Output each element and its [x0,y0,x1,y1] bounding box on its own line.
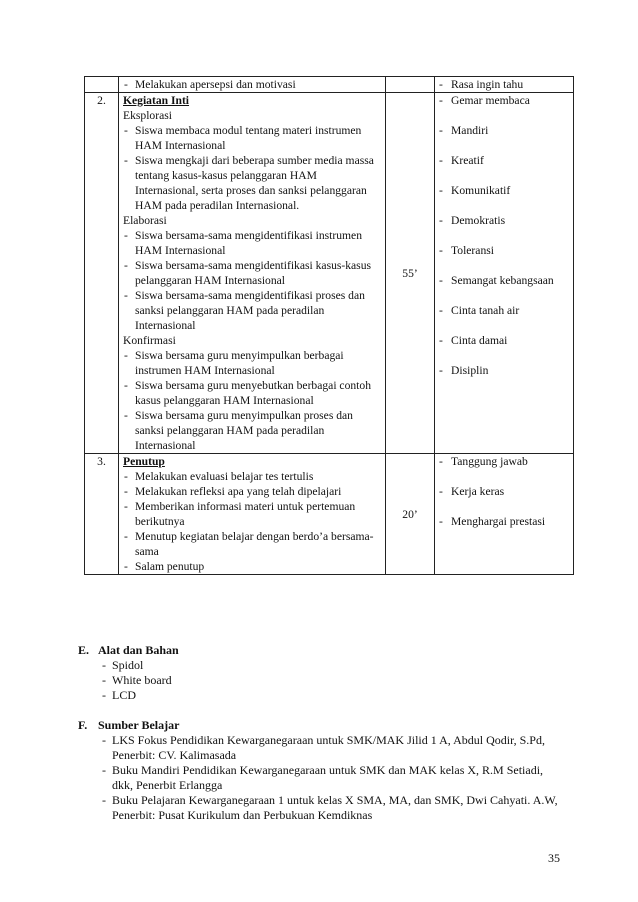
sources-list [78,733,558,823]
activity-item: - Siswa bersama guru menyimpulkan proses dan sanksi pelanggaran HAM pada peradilan Internasional [123,408,381,453]
list-item: - LCD [100,688,179,703]
character-item: - Rasa ingin tahu [439,77,569,92]
list-item: - Buku Pelajaran Kewarganegaraan 1 untuk kelas X SMA, MA, dan SMK, Dwi Cahyati. A.W, Penerbit: Pusat Kurikulum dan Perbukuan Kemdiknas [100,793,558,823]
time-cell: 20’ [386,454,435,575]
character-item: - Tanggung jawab [439,454,569,469]
list-item: - LKS Fokus Pendidikan Kewarganegaraan untuk SMK/MAK Jilid 1 A, Abdul Qodir, S.Pd, Penerbit: CV. Kalimasada [100,733,558,763]
character-item: - Toleransi [439,243,569,258]
character-item: - Gemar membaca [439,93,569,108]
character-item: - Semangat kebangsaan [439,273,569,288]
list-item: - Spidol [100,658,179,673]
activity-item: - Siswa bersama-sama mengidentifikasi proses dan sanksi pelanggaran HAM pada peradilan Internasional [123,288,381,333]
character-cell [435,454,574,575]
subphase-label: Konfirmasi [123,334,176,347]
learning-sources-section [78,718,558,823]
activity-item: - Siswa bersama-sama mengidentifikasi instrumen HAM Internasional [123,228,381,258]
character-item: - Mandiri [439,123,569,138]
tools-materials-section [78,643,179,703]
activity-item: - Siswa membaca modul tentang materi instrumen HAM Internasional [123,123,381,153]
time-cell: 55’ [386,93,435,454]
activity-item: - Siswa bersama guru menyebutkan berbagai contoh kasus pelanggaran HAM Internasional [123,378,381,408]
table-row [85,77,574,93]
tools-list [78,658,179,703]
table-row [85,93,574,454]
table-row [85,454,574,575]
character-item: - Cinta damai [439,333,569,348]
character-item: - Demokratis [439,213,569,228]
phase-title: Kegiatan Inti [123,94,190,107]
activity-item: - Menutup kegiatan belajar dengan berdo’a bersama-sama [123,529,381,559]
row-number: 2. [85,93,119,454]
character-item: - Komunikatif [439,183,569,198]
time-cell [386,77,435,93]
row-number: 3. [85,454,119,575]
activity-item: - Salam penutup [123,559,381,574]
list-item: - White board [100,673,179,688]
phase-title: Penutup [123,455,165,468]
section-heading: E. Alat dan Bahan [78,643,179,657]
character-cell [435,77,574,93]
learning-activities-table [84,76,574,575]
activity-item: - Melakukan evaluasi belajar tes tertulis [123,469,381,484]
character-item: - Cinta tanah air [439,303,569,318]
activity-cell [119,454,386,575]
activity-cell [119,93,386,454]
character-item: - Kerja keras [439,484,569,499]
character-cell [435,93,574,454]
list-item: - Buku Mandiri Pendidikan Kewarganegaraan untuk SMK dan MAK kelas X, R.M Setiadi, dkk, Penerbit Erlangga [100,763,558,793]
subphase-label: Elaborasi [123,214,167,227]
row-number [85,77,119,93]
character-item: - Menghargai prestasi [439,514,569,529]
subphase-label: Eksplorasi [123,109,172,122]
activity-cell [119,77,386,93]
section-heading: F. Sumber Belajar [78,718,180,732]
activity-item: - Siswa bersama guru menyimpulkan berbagai instrumen HAM Internasional [123,348,381,378]
activity-item: - Melakukan apersepsi dan motivasi [123,77,381,92]
page-number: 35 [548,851,560,865]
character-item: - Disiplin [439,363,569,378]
activity-item: - Melakukan refleksi apa yang telah dipelajari [123,484,381,499]
character-item: - Kreatif [439,153,569,168]
activity-item: - Memberikan informasi materi untuk pertemuan berikutnya [123,499,381,529]
activity-item: - Siswa bersama-sama mengidentifikasi kasus-kasus pelanggaran HAM Internasional [123,258,381,288]
activity-item: - Siswa mengkaji dari beberapa sumber media massa tentang kasus-kasus pelanggaran HAM Internasional, serta proses dan sanksi pelanggaran HAM pada peradilan Internasional. [123,153,381,213]
